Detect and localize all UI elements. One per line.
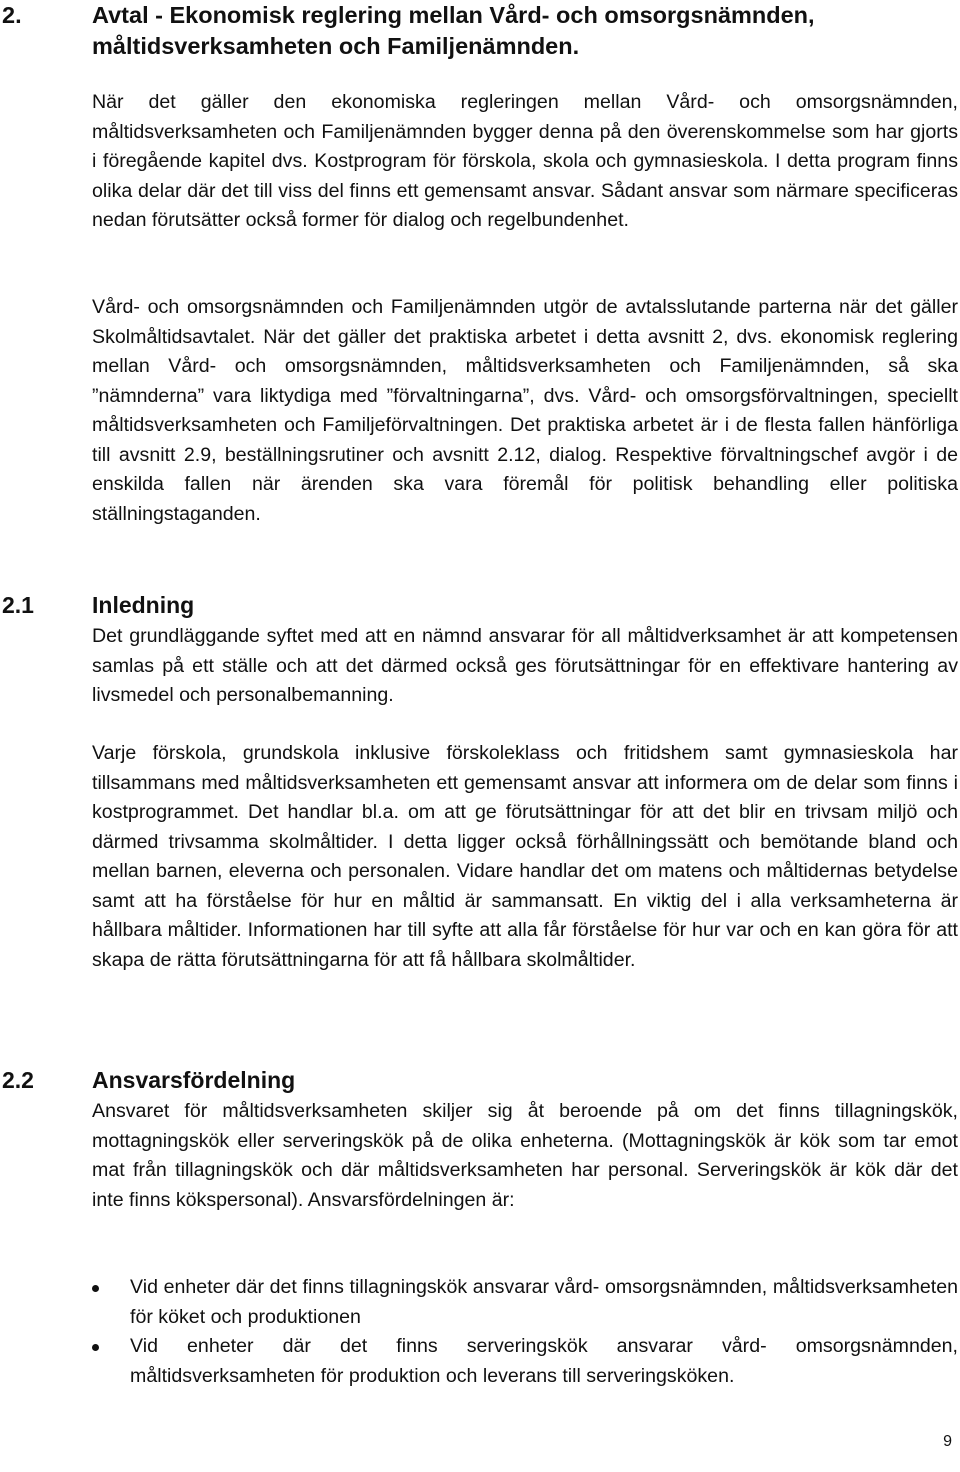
- list-item: [92, 1273, 958, 1332]
- ansvarsfordelning-bullet-list: [92, 1273, 958, 1391]
- subsection-title: Inledning: [92, 592, 195, 618]
- list-item-text: Vid enheter där det finns serveringskök ansvarar vård- omsorgsnämnden, måltidsverksamheten för produktion och leverans till serveringsköken.: [130, 1335, 958, 1387]
- section-title: Avtal - Ekonomisk reglering mellan Vård- och omsorgsnämnden, måltidsverksamheten och Familjenämnden.: [92, 2, 815, 59]
- bullet-icon: [92, 1344, 99, 1351]
- page-number: 9: [943, 1433, 952, 1450]
- subsection-title: Ansvarsfördelning: [92, 1067, 296, 1093]
- section-paragraph-2: Vård- och omsorgsnämnden och Familjenämnden utgör de avtalsslutande parterna när det gäller Skolmåltidsavtalet. När det gäller det praktiska arbetet i detta avsnitt 2, dvs. ekonomisk reglering mellan Vård- och omsorgsnämnden, måltidsverksamheten och Familjenämnden, så ska ”nämnderna” vara liktydiga med ”förvaltningarna”, dvs. Vård- och omsorgsförvaltningen, speciellt måltidsverksamheten och Familjeförvaltningen. Det praktiska arbetet är i de flesta fallen hänförliga till avsnitt 2.9, beställningsrutiner och avsnitt 2.12, dialog. Respektive förvaltningschef avgör i de enskilda fallen när ärenden ska vara föremål för politisk behandling eller politiska ställningstaganden.: [92, 296, 958, 525]
- inledning-paragraph-1: Det grundläggande syftet med att en nämnd ansvarar för all måltidverksamhet är att kompetensen samlas på ett ställe och att det därmed också ges förutsättningar för en effektivare hantering av livsmedel och personalbemanning.: [92, 625, 958, 706]
- ansvarsfordelning-paragraph: Ansvaret för måltidsverksamheten skiljer sig åt beroende på om det finns tillagningskök, mottagningskök eller serveringskök på de olika enheterna. (Mottagningskök är kök som tar emot mat från tillagningskök och där måltidsverksamheten har personal. Serveringskök är kök där det inte finns kökspersonal). Ansvarsfördelningen är:: [92, 1100, 958, 1211]
- section-paragraph-1: När det gäller den ekonomiska regleringen mellan Vård- och omsorgsnämnden, måltidsverksamheten och Familjenämnden bygger denna på den överenskommelse som har gjorts i föregående kapitel dvs. Kostprogram för förskola, skola och gymnasieskola. I detta program finns olika delar där det till viss del finns ett gemensamt ansvar. Sådant ansvar som närmare specificeras nedan förutsätter också former för dialog och regelbundenhet.: [92, 91, 958, 231]
- subsection-number: 2.2: [2, 1067, 34, 1093]
- bullet-icon: [92, 1285, 99, 1292]
- list-item-text: Vid enheter där det finns tillagningskök ansvarar vård- omsorgsnämnden, måltidsverksamheten för köket och produktionen: [130, 1276, 958, 1328]
- list-item: [92, 1332, 958, 1391]
- inledning-paragraph-2: Varje förskola, grundskola inklusive förskoleklass och fritidshem samt gymnasieskola har tillsammans med måltidsverksamheten ett gemensamt ansvar att informera om de delar som finns i kostprogrammet. Det handlar bl.a. om att ge förutsättningar för att det blir en trivsam miljö och därmed trivsamma skolmåltider. I detta ligger också förhållningssätt och bemötande bland och mellan barnen, eleverna och personalen. Vidare handlar det om matens och måltidernas betydelse samt att ha förståelse för hur en måltid är sammansatt. En viktig del i alla verksamheterna är hållbara måltider. Informationen har till syfte att alla får förståelse för hur var och en kan göra för att skapa de rätta förutsättningarna för att få hållbara skolmåltider.: [92, 742, 958, 971]
- subsection-number: 2.1: [2, 592, 34, 618]
- section-number: 2.: [2, 2, 22, 28]
